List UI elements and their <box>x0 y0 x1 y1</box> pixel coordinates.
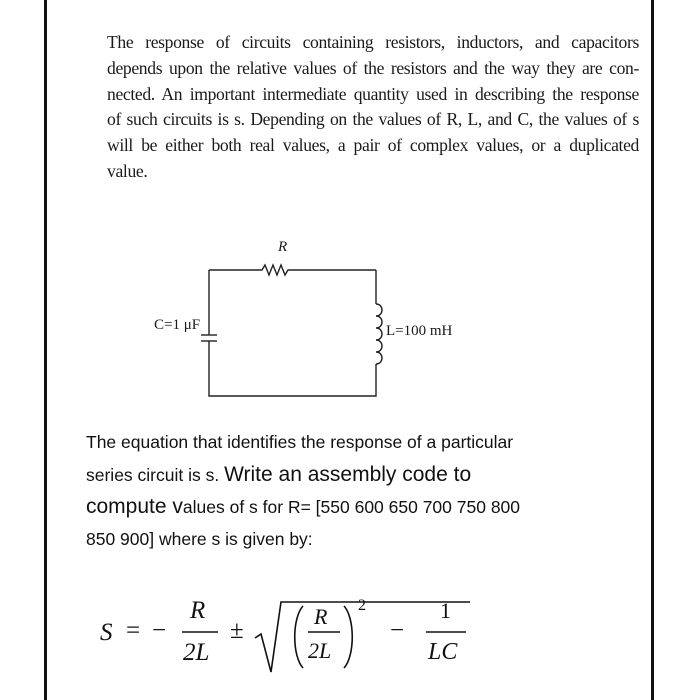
resistor-symbol <box>209 265 376 275</box>
intro-line-5: will be either both real values, a pair of complex values, or a duplicated <box>107 135 639 156</box>
intro-line-3: nected. An important intermediate quantity used in describing the response <box>107 83 639 104</box>
right-border <box>651 0 654 700</box>
s-formula <box>90 594 510 684</box>
right-paren <box>344 606 352 668</box>
resistor-label: R <box>278 239 288 255</box>
formula-numerator: R <box>190 597 206 624</box>
left-paren <box>295 606 303 668</box>
rlc-circuit-diagram <box>140 232 470 407</box>
inductor-label: L=100 mH <box>386 323 453 339</box>
formula-minus: − <box>152 617 167 644</box>
left-border <box>44 0 47 700</box>
question-line-2b: Write an assembly code to <box>224 462 472 486</box>
formula-denominator: 2L <box>183 639 210 666</box>
formula-last-denominator: LC <box>428 639 458 665</box>
question-line-3b: alues of s for R= [550 600 650 700 750 800 <box>182 497 521 517</box>
formula-lhs: S <box>100 619 113 646</box>
formula-minus-2: − <box>390 617 405 644</box>
question-line-3 <box>86 491 616 524</box>
formula-plus-minus: ± <box>230 617 244 644</box>
question-line-4: 850 900] where s is given by: <box>86 528 313 549</box>
intro-line-2: depends upon the relative values of the resistors and the way they are con- <box>107 57 639 78</box>
formula-inner-numerator: R <box>314 604 328 629</box>
intro-line-1: The response of circuits containing resistors, inductors, and capacitors <box>107 32 639 52</box>
formula-exponent: 2 <box>358 597 366 614</box>
formula-equals: = <box>126 617 141 644</box>
question-line-1: The equation that identifies the response of a particular <box>86 432 514 452</box>
inductor-symbol <box>376 304 382 364</box>
formula-inner-denominator: 2L <box>308 638 332 663</box>
intro-line-4: of such circuits is s. Depending on the values of R, L, and C, the values of s <box>107 109 639 130</box>
question-text <box>86 427 616 555</box>
formula-last-numerator: 1 <box>440 598 451 623</box>
question-line-3a: compute v <box>86 495 183 518</box>
intro-paragraph <box>107 30 639 185</box>
capacitor-label: C=1 μF <box>154 317 201 333</box>
question-line-2a: series circuit is s. <box>86 464 225 485</box>
bottom-wire <box>209 341 376 396</box>
intro-line-6: value. <box>107 160 148 181</box>
question-line-2 <box>86 459 616 492</box>
